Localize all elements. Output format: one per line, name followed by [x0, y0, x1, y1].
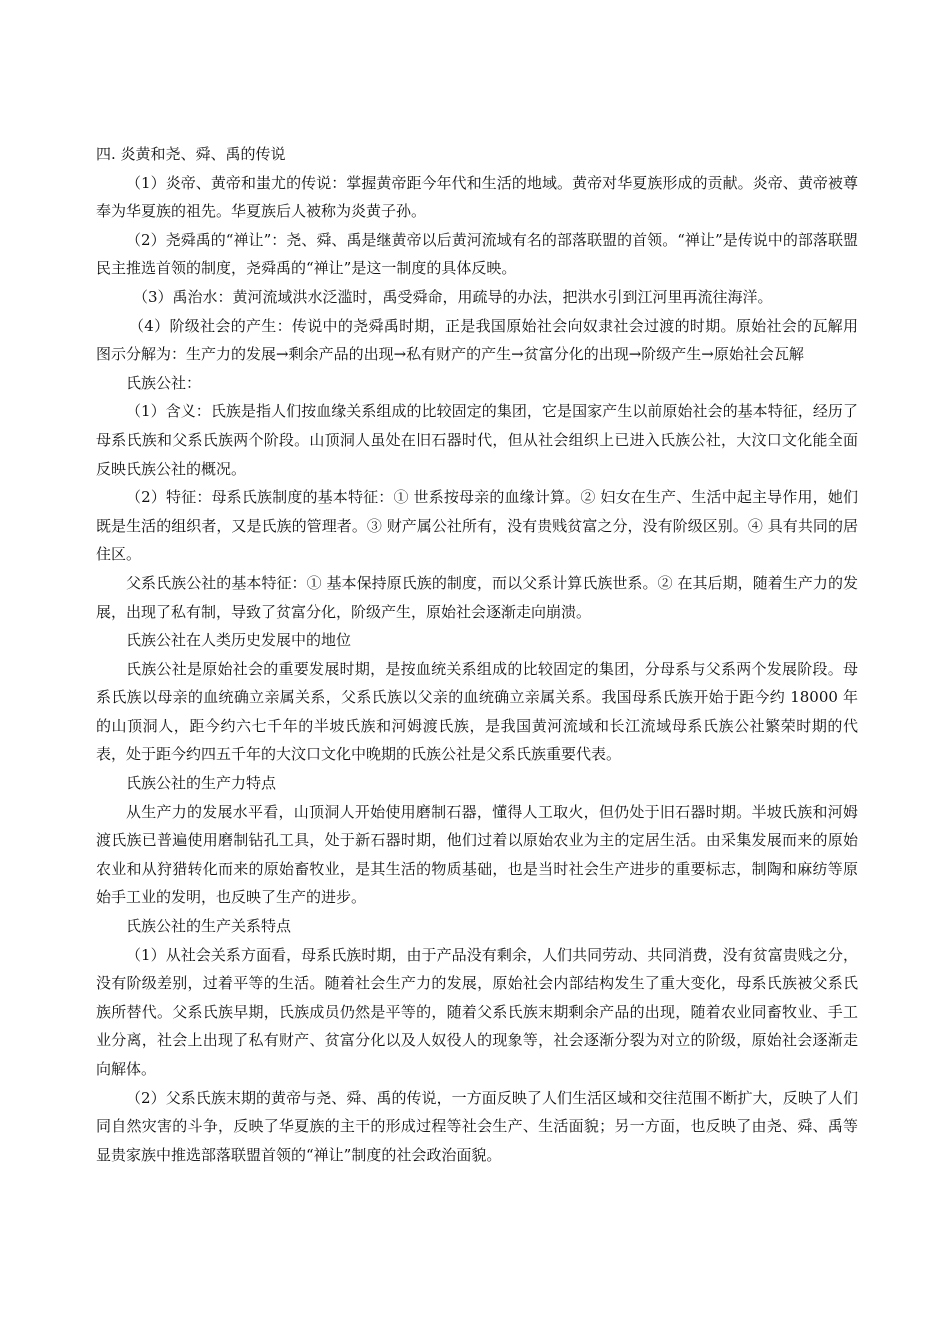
- paragraph: 父系氏族公社的基本特征：① 基本保持原氏族的制度，而以父系计算氏族世系。② 在其后期，随着生产力的发展，出现了私有制，导致了贫富分化，阶级产生，原始社会逐渐走向崩溃。: [96, 573, 858, 621]
- subheading: 氏族公社在人类历史发展中的地位: [126, 631, 352, 650]
- paragraph: 从生产力的发展水平看，山顶洞人开始使用磨制石器，懂得人工取火，但仍处于旧石器时期。半坡氏族和河姆渡氏族已普遍使用磨制钻孔工具，处于新石器时期，他们过着以原始农业为主的定居生活。由采集发展而来的原始农业和从狩猎转化而来的原始畜牧业，是其生活的物质基础，也是当时社会生产进步的重要标志，制陶和麻纺等原始手工业的发明，也反映了生产的进步。: [96, 802, 858, 907]
- paragraph: （3）禹治水：黄河流域洪水泛滥时，禹受舜命，用疏导的办法，把洪水引到江河里再流往海洋。: [133, 287, 773, 306]
- paragraph: （2）特征：母系氏族制度的基本特征：① 世系按母亲的血缘计算。② 妇女在生产、生活中起主导作用，她们既是生活的组织者，又是氏族的管理者。③ 财产属公社所有，没有贵贱贫富之分，没有阶级区别。④ 具有共同的居住区。: [96, 488, 858, 564]
- paragraph: （2）父系氏族末期的黄帝与尧、舜、禹的传说，一方面反映了人们生活区域和交往范围不断扩大，反映了人们同自然灾害的斗争，反映了华夏族的主干的形成过程等社会生产、生活面貌；另一方面，也反映了由尧、舜、禹等显贵家族中推选部落联盟首领的“禅让”制度的社会政治面貌。: [96, 1088, 858, 1164]
- section-heading: 四. 炎黄和尧、舜、禹的传说: [96, 145, 286, 163]
- paragraph: （1）含义：氏族是指人们按血缘关系组成的比较固定的集团，它是国家产生以前原始社会的基本特征，经历了母系氏族和父系氏族两个阶段。山顶洞人虽处在旧石器时代，但从社会组织上已进入氏族公社，大汶口文化能全面反映氏族公社的概况。: [96, 402, 858, 478]
- subheading: 氏族公社：: [126, 373, 202, 392]
- paragraph: （2）尧舜禹的“禅让”：尧、舜、禹是继黄帝以后黄河流域有名的部落联盟的首领。“禅让”是传说中的部落联盟民主推选首领的制度，尧舜禹的“禅让”是这一制度的具体反映。: [96, 230, 858, 278]
- paragraph: （1）炎帝、黄帝和蚩尤的传说：掌握黄帝距今年代和生活的地域。黄帝对华夏族形成的贡献。炎帝、黄帝被尊奉为华夏族的祖先。华夏族后人被称为炎黄子孙。: [96, 173, 858, 221]
- document-page: [96, 140, 858, 1169]
- subheading: 氏族公社的生产力特点: [126, 774, 277, 793]
- paragraph: （1）从社会关系方面看，母系氏族时期，由于产品没有剩余，人们共同劳动、共同消费，没有贫富贵贱之分，没有阶级差别，过着平等的生活。随着社会生产力的发展，原始社会内部结构发生了重大变化，母系氏族被父系氏族所替代。父系氏族早期，氏族成员仍然是平等的，随着父系氏族末期剩余产品的出现，随着农业同畜牧业、手工业分离，社会上出现了私有财产、贫富分化以及人奴役人的现象等，社会逐渐分裂为对立的阶级，原始社会逐渐走向解体。: [96, 945, 858, 1078]
- paragraph: （4）阶级社会的产生：传说中的尧舜禹时期，正是我国原始社会向奴隶社会过渡的时期。原始社会的瓦解用图示分解为：生产力的发展→剩余产品的出现→私有财产的产生→贫富分化的出现→阶级产生→原始社会瓦解: [96, 316, 858, 364]
- subheading: 氏族公社的生产关系特点: [126, 917, 292, 936]
- paragraph: 氏族公社是原始社会的重要发展时期，是按血统关系组成的比较固定的集团，分母系与父系两个发展阶段。母系氏族以母亲的血统确立亲属关系，父系氏族以父亲的血统确立亲属关系。我国母系氏族开始于距今约 18000 年的山顶洞人，距今约六七千年的半坡氏族和河姆渡氏族，是我国黄河流域和长江流域母系氏族公社繁荣时期的代表，处于距今约四五千年的大汶口文化中晚期的氏族公社是父系氏族重要代表。: [96, 659, 858, 764]
